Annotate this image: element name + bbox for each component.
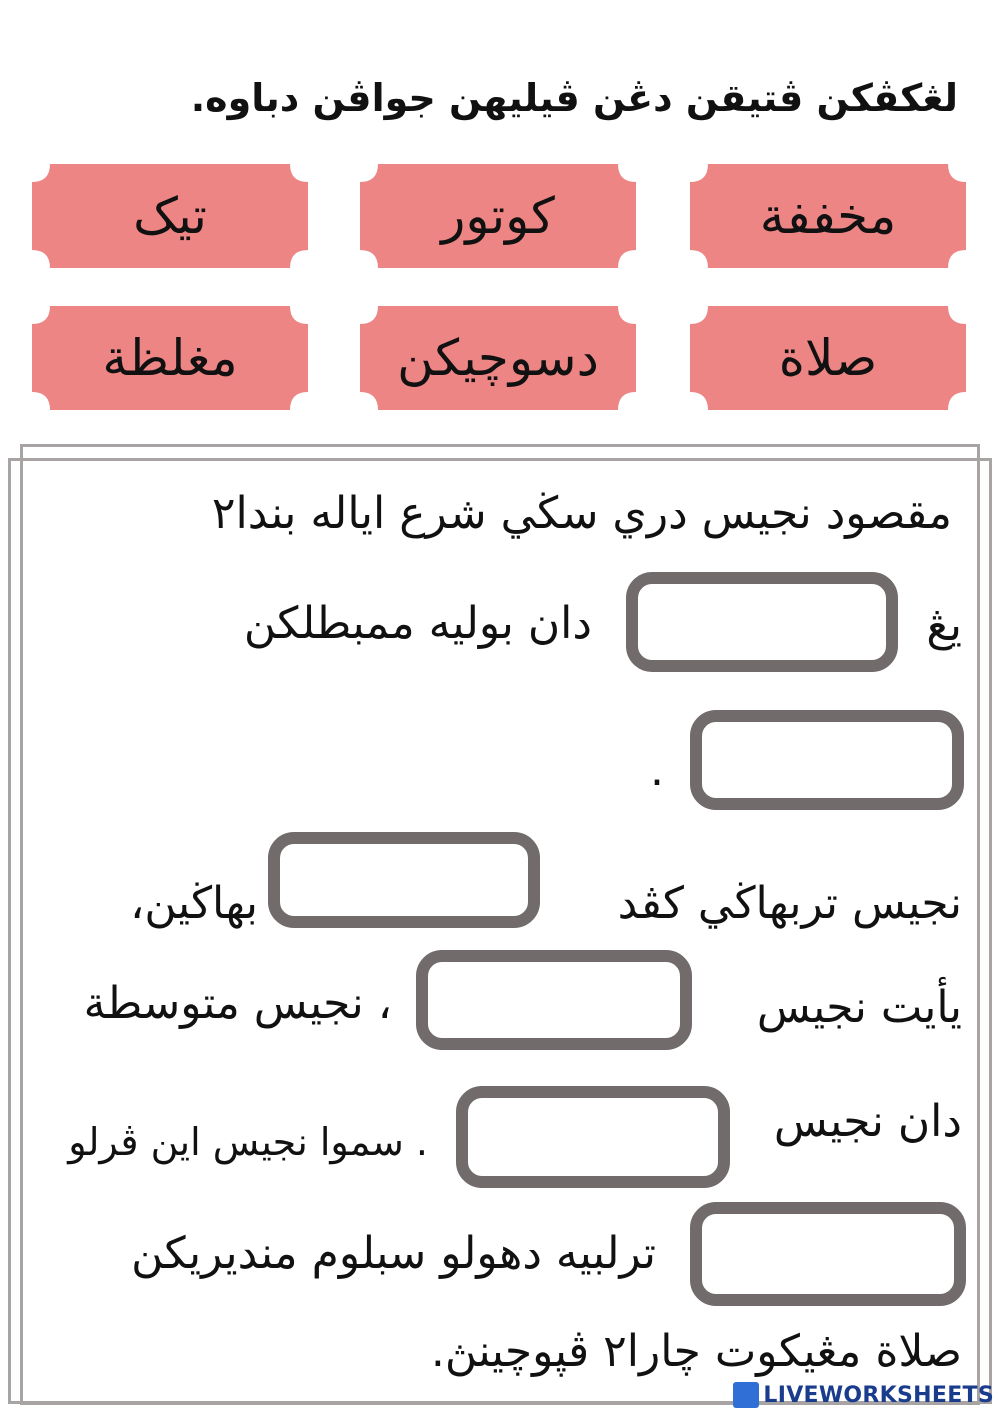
choice-chip[interactable] bbox=[690, 164, 966, 268]
chip-label: مغلظة bbox=[102, 329, 238, 387]
blank-input-6[interactable] bbox=[690, 1202, 966, 1306]
passage-line-8: صلاة مڠيكوت چارا٢ ڤپوچينڽ. bbox=[430, 1326, 962, 1377]
chip-label: تيک bbox=[133, 187, 207, 245]
passage-line-1: مقصود نجيس دري سڬي شرع اياله بندا٢ bbox=[211, 488, 952, 539]
passage-line-2-start: يڠ bbox=[926, 600, 962, 651]
chip-label: صلاة bbox=[778, 329, 878, 387]
passage-line-4-end: بهاڬين، bbox=[130, 878, 258, 929]
liveworksheets-logo bbox=[733, 1382, 994, 1408]
passage-line-4-start: نجيس تربهاڬي كڤد bbox=[617, 878, 962, 929]
blank-input-2[interactable] bbox=[690, 710, 964, 810]
blank-input-1[interactable] bbox=[626, 572, 898, 672]
passage-line-5-end: ، نجيس متوسطة bbox=[83, 978, 392, 1029]
passage-line-2-end: دان بوليه ممبطلكن bbox=[243, 598, 592, 649]
passage-line-6-end: . سموا نجيس اين ڤرلو bbox=[68, 1120, 428, 1164]
blank-input-5[interactable] bbox=[456, 1086, 730, 1188]
blank-input-3[interactable] bbox=[268, 832, 540, 928]
instruction-text: لڠكڤكن ڤتيقن دڠن ڤيليهن جواڤن دباوه. bbox=[190, 76, 958, 120]
liveworksheets-badge-icon bbox=[733, 1382, 759, 1408]
choice-chip[interactable] bbox=[360, 306, 636, 410]
passage-line-6-start: دان نجيس bbox=[773, 1096, 962, 1147]
choice-chip[interactable] bbox=[32, 164, 308, 268]
chip-label: دسوچيكن bbox=[397, 329, 599, 387]
passage-line-3: . bbox=[650, 745, 664, 796]
passage-line-5-start: يأيت نجيس bbox=[756, 982, 962, 1033]
choice-chip[interactable] bbox=[360, 164, 636, 268]
passage-line-7: ترلبيه دهولو سبلوم منديريكن bbox=[131, 1228, 656, 1279]
blank-input-4[interactable] bbox=[416, 950, 692, 1050]
chip-label: كوتور bbox=[441, 187, 555, 245]
choice-chip[interactable] bbox=[690, 306, 966, 410]
chip-label: مخففة bbox=[759, 187, 897, 245]
choice-chip[interactable] bbox=[32, 306, 308, 410]
liveworksheets-wordmark: LIVEWORKSHEETS bbox=[763, 1382, 994, 1408]
